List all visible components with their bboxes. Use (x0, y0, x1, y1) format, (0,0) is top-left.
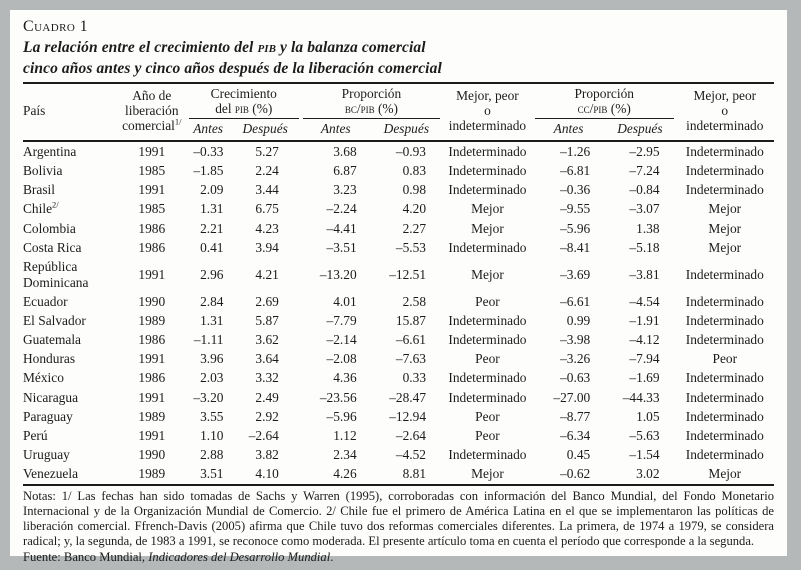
cell-country (23, 257, 117, 292)
subheader-bc-before: Antes (301, 119, 371, 141)
table-row (23, 388, 774, 407)
subheader-gdp-before: Antes (187, 119, 230, 141)
cell-cc-ratio-after: –4.12 (629, 332, 660, 348)
cell-liberalization-year: 1990 (138, 447, 166, 463)
table-title-line1 (23, 37, 774, 58)
cell-bc-ratio-before: 3.23 (333, 182, 357, 198)
table-row (23, 445, 774, 464)
cell-country (23, 445, 117, 464)
cell-cc-ratio-after: –5.18 (629, 239, 660, 255)
cell-verdict-cc: Indeterminado (685, 312, 764, 328)
header-verdict-cc-line1: Mejor, peor (693, 88, 757, 103)
table-row (23, 465, 774, 485)
cell-bc-ratio-after: –2.64 (395, 428, 427, 444)
cell-liberalization-year: 1989 (117, 465, 187, 485)
cell-bc-ratio-after: –0.93 (395, 143, 427, 159)
cell-country (23, 292, 117, 311)
cell-verdict-cc: Indeterminado (685, 332, 764, 348)
table-row (23, 426, 774, 445)
table-row (23, 349, 774, 368)
cell-gdp-growth-before: –1.85 (193, 162, 224, 178)
cell-bc-ratio-before: –5.96 (326, 408, 357, 424)
table-label: Cuadro 1 (23, 18, 88, 35)
cell-verdict-bc: Indeterminado (448, 447, 527, 463)
cell-bc-ratio-before: –2.14 (326, 332, 357, 348)
cell-cc-ratio-after: –4.54 (629, 293, 660, 309)
cell-bc-ratio-after: 15.87 (395, 312, 427, 328)
cell-gdp-growth-before: 3.55 (200, 408, 224, 424)
cell-gdp-growth-after: –2.64 (248, 428, 279, 444)
cell-gdp-growth-after: 2.69 (255, 293, 279, 309)
cell-bc-ratio-before: 2.34 (333, 447, 357, 463)
cell-liberalization-year: 1991 (138, 428, 166, 444)
country-name: Colombia (23, 220, 76, 236)
cell-verdict-cc: Indeterminado (685, 266, 764, 282)
table-row (23, 407, 774, 426)
table-row (23, 200, 774, 219)
cell-liberalization-year: 1989 (138, 408, 166, 424)
cell-bc-ratio-after: –7.63 (395, 351, 427, 367)
cell-cc-ratio-before: –6.61 (560, 293, 591, 309)
cell-gdp-growth-after: 3.62 (255, 332, 279, 348)
country-name: Ecuador (23, 293, 68, 309)
cell-cc-ratio-after: –1.69 (629, 370, 660, 386)
cell-bc-ratio-after: 0.33 (402, 370, 427, 386)
cell-verdict-bc: Indeterminado (448, 332, 527, 348)
cell-verdict-cc: Indeterminado (685, 428, 764, 444)
cell-cc-ratio-after: –1.54 (629, 447, 660, 463)
cell-country (23, 200, 117, 219)
cell-gdp-growth-after: 4.23 (255, 220, 279, 236)
cell-gdp-growth-after: 3.44 (255, 182, 279, 198)
cell-country (23, 311, 117, 330)
header-liberalization-year (117, 83, 187, 141)
cell-verdict-bc: Mejor (471, 266, 504, 282)
cell-cc-ratio-after: –3.81 (629, 266, 660, 282)
cell-verdict-cc: Indeterminado (685, 370, 764, 386)
country-name: Chile (23, 201, 53, 217)
header-year-line1: Año de (132, 88, 172, 103)
country-name: Argentina (23, 143, 77, 159)
cell-verdict-bc: Indeterminado (448, 239, 527, 255)
country-name: Uruguay (23, 447, 70, 463)
cell-country (23, 388, 117, 407)
cell-verdict-cc: Peor (712, 351, 738, 367)
cell-gdp-growth-after: 2.92 (255, 408, 279, 424)
cell-liberalization-year: 1991 (138, 266, 166, 282)
cell-liberalization-year: 1990 (138, 293, 166, 309)
subheader-gdp-after: Después (230, 119, 301, 141)
cell-bc-ratio-after: –4.52 (395, 447, 427, 463)
cell-cc-ratio-before: –0.36 (560, 182, 591, 198)
cell-cc-ratio-after: –2.95 (629, 143, 660, 159)
cell-country (23, 407, 117, 426)
cell-cc-ratio-after: 1.38 (636, 220, 660, 236)
table-row (23, 161, 774, 180)
header-bc-line1: Proporción (341, 86, 402, 101)
header-verdict-bc-line2: o (484, 103, 491, 118)
cell-gdp-growth-after: 2.24 (255, 162, 279, 178)
table-source (23, 550, 774, 565)
cell-country (23, 465, 117, 485)
cell-bc-ratio-before: 4.01 (333, 293, 357, 309)
cell-country (23, 369, 117, 388)
cell-bc-ratio-before: –2.24 (326, 201, 357, 217)
cell-bc-ratio-before: –4.41 (326, 220, 357, 236)
cell-verdict-bc: Indeterminado (448, 162, 527, 178)
cell-bc-ratio-after: 2.27 (402, 220, 427, 236)
cell-verdict-cc: Indeterminado (685, 408, 764, 424)
cell-cc-ratio-before: –8.77 (560, 408, 591, 424)
cell-gdp-growth-before: 2.03 (200, 370, 224, 386)
header-bc-line2: bc/pib (%) (344, 101, 399, 116)
cell-gdp-growth-before: –1.11 (193, 332, 224, 348)
cell-verdict-bc: Indeterminado (448, 312, 527, 328)
cell-liberalization-year: 1986 (138, 332, 166, 348)
cell-country (23, 180, 117, 199)
cell-bc-ratio-after: –12.94 (389, 408, 427, 424)
cell-bc-ratio-before: 4.36 (333, 370, 357, 386)
table-row (23, 238, 774, 257)
country-footnote-marker: 2/ (52, 199, 59, 210)
header-cc-ratio-label (535, 86, 674, 119)
cell-bc-ratio-after: 0.83 (402, 162, 427, 178)
cell-cc-ratio-after: 3.02 (604, 465, 675, 485)
cell-cc-ratio-before: –3.26 (560, 351, 591, 367)
cell-gdp-growth-before: 2.96 (200, 266, 224, 282)
cell-gdp-growth-after: 6.75 (255, 201, 279, 217)
subheader-cc-after: Después (604, 119, 675, 141)
cell-cc-ratio-before: –27.00 (553, 389, 591, 405)
data-table (23, 82, 774, 486)
country-name: Guatemala (23, 332, 81, 348)
cell-cc-ratio-after: 1.05 (636, 408, 660, 424)
table-notes: Notas: 1/ Las fechas han sido tomadas de Sachs y Warren (1995), corroboradas con información del Banco Mundial, del Fondo Monetario Internacional y de la Organización Mundial de Comercio. 2/ Chile fue el primero de América Latina en el que se implementaron las políticas de liberación comercial. Ffrench-Davis (2005) afirma que Chile tuvo dos reformas comerciales diferentes. La primera, de 1974 a 1979, se considera radical; y, la segunda, de 1983 a 1991, se reconoce como moderada. El presente artículo toma en cuenta el período que corresponde a la segunda. (23, 488, 774, 549)
cell-cc-ratio-after: –7.24 (629, 162, 660, 178)
cell-bc-ratio-before: –2.08 (326, 351, 357, 367)
cell-verdict-cc: Indeterminado (685, 389, 764, 405)
cell-cc-ratio-before: 0.99 (566, 312, 591, 328)
cell-verdict-bc: Peor (475, 293, 500, 309)
header-cc-line2: cc/pib (%) (577, 101, 631, 116)
cell-liberalization-year: 1991 (138, 389, 166, 405)
source-prefix: Fuente: Banco Mundial, (23, 549, 149, 564)
table-title-line1-text: La relación entre el crecimiento del pib y la balanza comercial (23, 39, 426, 56)
cell-liberalization-year: 1985 (138, 201, 166, 217)
cell-cc-ratio-before: –3.98 (560, 332, 591, 348)
cell-cc-ratio-after: –5.63 (629, 428, 660, 444)
cell-country (23, 161, 117, 180)
cell-gdp-growth-before: 1.31 (200, 201, 224, 217)
header-gdp-line2: del pib (%) (215, 101, 273, 116)
country-name: México (23, 370, 64, 386)
cell-cc-ratio-after: –3.07 (629, 201, 660, 217)
cell-liberalization-year: 1989 (138, 312, 166, 328)
cell-gdp-growth-after: 2.49 (255, 389, 279, 405)
cell-gdp-growth-before: 3.96 (200, 351, 224, 367)
header-verdict-bc-line1: Mejor, peor (456, 88, 519, 103)
cell-bc-ratio-after: 4.20 (402, 201, 427, 217)
cell-cc-ratio-after: –1.91 (629, 312, 660, 328)
country-name: Venezuela (23, 466, 79, 482)
table-row (23, 257, 774, 292)
cell-cc-ratio-before: –9.55 (560, 201, 591, 217)
subheader-cc-before: Antes (533, 119, 604, 141)
table-row (23, 330, 774, 349)
cell-gdp-growth-after: 4.10 (230, 465, 301, 485)
header-country: País (23, 83, 117, 141)
cell-verdict-cc: Indeterminado (685, 182, 764, 198)
cell-gdp-growth-after: 5.27 (255, 143, 279, 159)
header-gdp-growth-group (187, 83, 301, 119)
header-year-line3 (117, 118, 187, 133)
cell-verdict-bc: Indeterminado (448, 389, 527, 405)
cell-verdict-bc: Peor (475, 428, 500, 444)
table-title-line2-text: cinco años antes y cinco años después de la liberación comercial (23, 60, 442, 77)
country-name: Costa Rica (23, 239, 82, 255)
cell-gdp-growth-before: –0.33 (193, 143, 224, 159)
cell-bc-ratio-before: –13.20 (319, 266, 357, 282)
cell-cc-ratio-before: 0.45 (566, 447, 591, 463)
cell-bc-ratio-after: –28.47 (389, 389, 427, 405)
cell-gdp-growth-after: 5.87 (255, 312, 279, 328)
cell-country (23, 426, 117, 445)
cell-bc-ratio-before: 3.68 (333, 143, 357, 159)
cell-bc-ratio-before: –23.56 (319, 389, 357, 405)
cell-liberalization-year: 1986 (138, 239, 166, 255)
cell-gdp-growth-before: 1.10 (200, 428, 224, 444)
cell-cc-ratio-before: –1.26 (560, 143, 591, 159)
cell-bc-ratio-after: 2.58 (402, 293, 427, 309)
cell-bc-ratio-before: –7.79 (326, 312, 357, 328)
header-cc-line1: Proporción (574, 86, 634, 101)
cell-gdp-growth-before: 1.31 (200, 312, 224, 328)
cell-cc-ratio-before: –8.41 (560, 239, 591, 255)
table-row (23, 141, 774, 161)
cell-cc-ratio-before: –6.34 (560, 428, 591, 444)
header-bc-ratio-label (303, 86, 440, 119)
cell-liberalization-year: 1991 (138, 143, 166, 159)
cell-verdict-bc: Peor (475, 408, 500, 424)
header-verdict-bc (442, 83, 533, 141)
header-year-line2: liberación (125, 103, 179, 118)
cell-gdp-growth-before: 2.84 (200, 293, 224, 309)
cell-verdict-cc: Indeterminado (685, 447, 764, 463)
source-title: Indicadores del Desarrollo Mundial (148, 549, 331, 564)
cell-bc-ratio-before: 4.26 (301, 465, 371, 485)
cell-cc-ratio-before: –0.62 (533, 465, 604, 485)
cell-verdict-bc: Mejor (471, 220, 504, 236)
cell-country (23, 349, 117, 368)
header-verdict-cc-line3: indeterminado (686, 118, 764, 133)
header-verdict-cc (676, 83, 774, 141)
cell-gdp-growth-before: 0.41 (200, 239, 224, 255)
cell-country (23, 330, 117, 349)
cell-cc-ratio-after: –0.84 (629, 182, 660, 198)
cell-cc-ratio-before: –6.81 (560, 162, 591, 178)
country-name: Nicaragua (23, 389, 79, 405)
cell-gdp-growth-before: 2.09 (200, 182, 224, 198)
cell-bc-ratio-before: 6.87 (333, 162, 357, 178)
document-page (10, 10, 787, 564)
header-bc-ratio-group (301, 83, 442, 119)
cell-liberalization-year: 1985 (138, 162, 166, 178)
cell-country (23, 238, 117, 257)
cell-gdp-growth-before: –3.20 (193, 389, 224, 405)
cell-cc-ratio-before: –0.63 (560, 370, 591, 386)
cell-gdp-growth-before: 3.51 (187, 465, 230, 485)
cell-gdp-growth-after: 3.82 (255, 447, 279, 463)
table-row (23, 180, 774, 199)
cell-bc-ratio-after: –12.51 (389, 266, 427, 282)
cell-gdp-growth-before: 2.88 (200, 447, 224, 463)
cell-cc-ratio-after: –7.94 (629, 351, 660, 367)
header-verdict-cc-line2: o (721, 103, 729, 118)
cell-cc-ratio-before: –5.96 (560, 220, 591, 236)
cell-verdict-cc: Indeterminado (685, 162, 764, 178)
table-title-line2 (23, 58, 774, 79)
cell-verdict-bc: Indeterminado (448, 370, 527, 386)
cell-bc-ratio-after: 8.81 (371, 465, 442, 485)
cell-bc-ratio-before: 1.12 (333, 428, 357, 444)
cell-gdp-growth-after: 3.64 (255, 351, 279, 367)
cell-gdp-growth-after: 3.32 (255, 370, 279, 386)
country-name: Paraguay (23, 408, 73, 424)
cell-verdict-bc: Indeterminado (448, 143, 527, 159)
cell-country (23, 219, 117, 238)
cell-cc-ratio-after: –44.33 (622, 389, 660, 405)
country-name: Brasil (23, 182, 55, 198)
cell-bc-ratio-after: 0.98 (402, 182, 427, 198)
table-row (23, 219, 774, 238)
cell-bc-ratio-after: –6.61 (395, 332, 427, 348)
cell-gdp-growth-after: 3.94 (255, 239, 279, 255)
cell-verdict-cc: Indeterminado (685, 293, 764, 309)
cell-verdict-cc: Mejor (676, 465, 774, 485)
country-name: Bolivia (23, 162, 63, 178)
table-row (23, 311, 774, 330)
source-suffix: . (330, 549, 334, 564)
subheader-bc-after: Después (371, 119, 442, 141)
header-gdp-growth-label (189, 86, 299, 119)
cell-liberalization-year: 1986 (138, 220, 166, 236)
country-name: El Salvador (23, 312, 86, 328)
table-row (23, 292, 774, 311)
country-name: Honduras (23, 351, 76, 367)
header-verdict-bc-line3: indeterminado (448, 118, 527, 133)
footnote-marker-1: 1/ (174, 116, 182, 127)
cell-verdict-cc: Mejor (708, 239, 742, 255)
table-row (23, 369, 774, 388)
cell-verdict-cc: Indeterminado (685, 143, 764, 159)
cell-liberalization-year: 1986 (138, 370, 166, 386)
cell-verdict-bc: Indeterminado (448, 182, 527, 198)
cell-liberalization-year: 1991 (138, 351, 166, 367)
header-year-line3-text: comercial (122, 118, 175, 133)
header-gdp-line1: Crecimiento (210, 86, 277, 101)
country-name: República Dominicana (23, 258, 89, 290)
cell-verdict-bc: Mejor (442, 465, 533, 485)
cell-country (23, 141, 117, 161)
cell-verdict-bc: Mejor (471, 201, 504, 217)
cell-cc-ratio-before: –3.69 (560, 266, 591, 282)
country-name: Perú (23, 428, 48, 444)
cell-verdict-bc: Peor (475, 351, 500, 367)
cell-gdp-growth-after: 4.21 (255, 266, 279, 282)
cell-gdp-growth-before: 2.21 (200, 220, 224, 236)
cell-verdict-cc: Mejor (708, 201, 742, 217)
cell-bc-ratio-before: –3.51 (326, 239, 357, 255)
cell-bc-ratio-after: –5.53 (395, 239, 427, 255)
header-cc-ratio-group (533, 83, 676, 119)
cell-liberalization-year: 1991 (138, 182, 166, 198)
cell-verdict-cc: Mejor (708, 220, 742, 236)
